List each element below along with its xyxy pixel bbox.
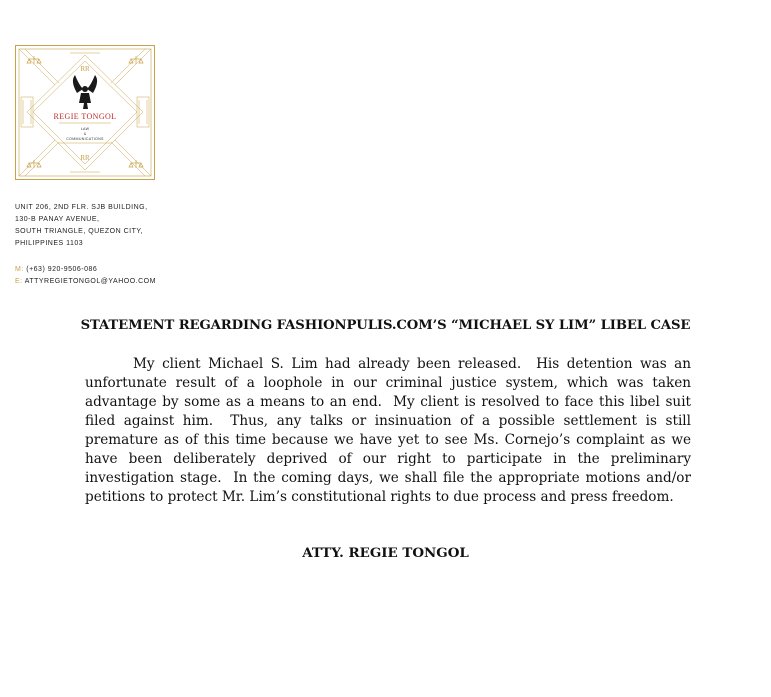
logo-firm-name: REGIE TONGOL — [53, 112, 117, 121]
firm-contact — [15, 264, 156, 288]
firm-address — [15, 202, 148, 250]
mobile-number: (+63) 920-9506-086 — [26, 266, 98, 273]
address-line: SOUTH TRIANGLE, QUEZON CITY, — [15, 228, 144, 235]
monogram-top: RR — [80, 65, 90, 73]
logo-sub-amp: & — [83, 132, 87, 136]
email-line — [15, 276, 156, 288]
logo-sub-law: LAW — [80, 127, 90, 131]
firm-logo — [15, 45, 155, 180]
address-line: PHILIPPINES 1103 — [15, 240, 84, 247]
signature: ATTY. REGIE TONGOL — [302, 545, 469, 561]
address-line: 130-B PANAY AVENUE, — [15, 216, 100, 223]
email-address: ATTYREGIETONGOL@YAHOO.COM — [24, 278, 156, 285]
mobile-line — [15, 264, 156, 276]
email-label: E: — [15, 278, 23, 285]
statement-body: My client Michael S. Lim had already been released. His detention was an unfortunate result of a loophole in our criminal justice system, which was taken advantage by some as a means to an end. My client is resolved to face this libel suit filed against him. Thus, any talks or insinuation of a possible settlement is still premature as of this time because we have yet to see Ms. Cornejo’s complaint as we have been deliberately deprived of our right to participate in the preliminary investigation stage. In the coming days, we shall file the appropriate motions and/or petitions to protect Mr. Lim’s constitutional rights to due process and press freedom. — [85, 356, 696, 505]
monogram-bottom: RR — [80, 154, 90, 162]
mobile-label: M: — [15, 266, 24, 273]
address-line: UNIT 206, 2ND FLR. SJB BUILDING, — [15, 204, 148, 211]
logo-sub-communications: COMMUNICATIONS — [66, 137, 104, 141]
statement-title: STATEMENT REGARDING FASHIONPULIS.COM’S “MICHAEL SY LIM” LIBEL CASE — [80, 318, 691, 333]
